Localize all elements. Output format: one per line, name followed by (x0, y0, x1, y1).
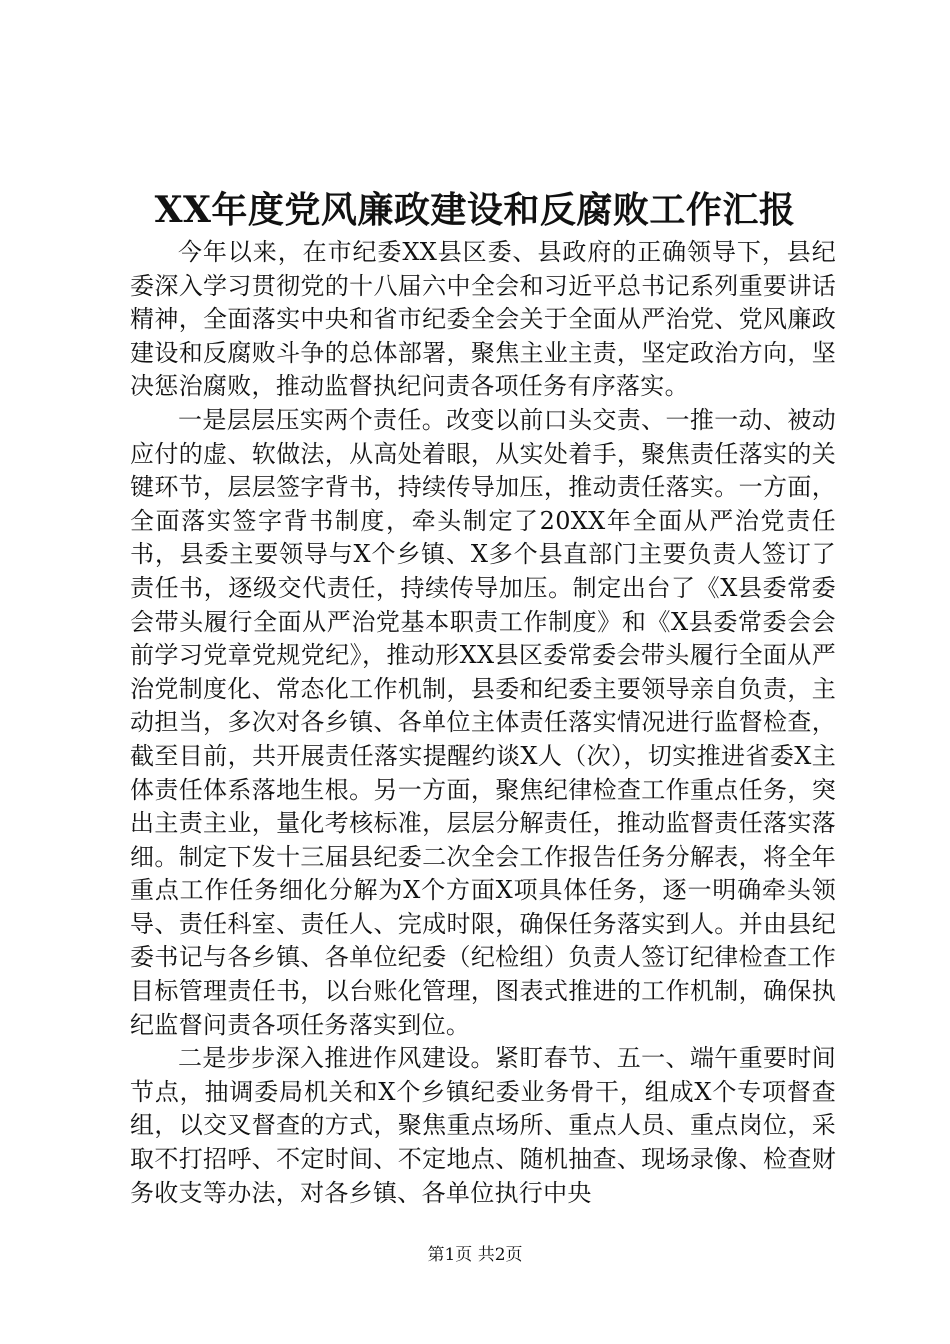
document-body (130, 236, 836, 1210)
paragraph-responsibility: 一是层层压实两个责任。改变以前口头交责、一推一动、被动应付的虚、软做法，从高处着眼，从实处着手，聚焦责任落实的关键环节，层层签字背书，持续传导加压，推动责任落实。一方面，全面落实签字背书制度，牵头制定了20XX年全面从严治党责任书，县委主要领导与X个乡镇、X多个县直部门主要负责人签订了责任书，逐级交代责任，持续传导加压。制定出台了《X县委常委会带头履行全面从严治党基本职责工作制度》和《X县委常委会会前学习党章党规党纪》，推动形XX县区委常委会带头履行全面从严治党制度化、常态化工作机制，县委和纪委主要领导亲自负责，主动担当，多次对各乡镇、各单位主体责任落实情况进行监督检查，截至目前，共开展责任落实提醒约谈X人（次），切实推进省委X主体责任体系落地生根。另一方面，聚焦纪律检查工作重点任务，突出主责主业，量化考核标准，层层分解责任，推动监督责任落实落细。制定下发十三届县纪委二次全会工作报告任务分解表，将全年重点工作任务细化分解为X个方面X项具体任务，逐一明确牵头领导、责任科室、责任人、完成时限，确保任务落实到人。并由县纪委书记与各乡镇、各单位纪委（纪检组）负责人签订纪律检查工作目标管理责任书，以台账化管理，图表式推进的工作机制，确保执纪监督问责各项任务落实到位。 (130, 405, 836, 1039)
paragraph-work-style: 二是步步深入推进作风建设。紧盯春节、五一、端午重要时间节点，抽调委局机关和X个乡镇纪委业务骨干，组成X个专项督查组，以交叉督查的方式，聚焦重点场所、重点人员、重点岗位，采取不打招呼、不定时间、不定地点、随机抽查、现场录像、检查财务收支等办法，对各乡镇、各单位执行中央 (130, 1044, 836, 1207)
document-title: XX年度党风廉政建设和反腐败工作汇报 (154, 189, 796, 231)
page-number-footer: 第1页 共2页 (427, 1245, 523, 1265)
paragraph-intro: 今年以来，在市纪委XX县区委、县政府的正确领导下，县纪委深入学习贯彻党的十八届六中全会和习近平总书记系列重要讲话精神，全面落实中央和省市纪委全会关于全面从严治党、党风廉政建设和反腐败斗争的总体部署，聚焦主业主责，坚定政治方向，坚决惩治腐败，推动监督执纪问责各项任务有序落实。 (130, 238, 836, 401)
